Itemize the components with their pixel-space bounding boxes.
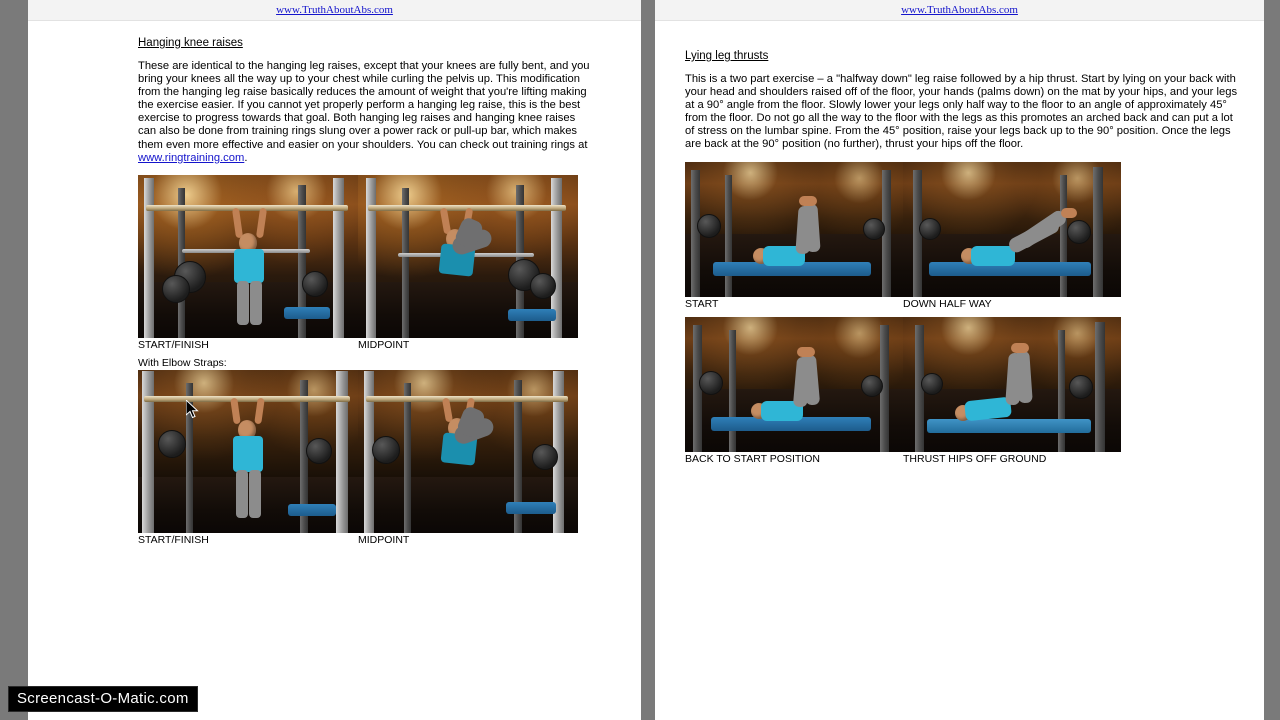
caption-midpoint-2: MIDPOINT	[358, 533, 410, 546]
caption-midpoint-1: MIDPOINT	[358, 338, 410, 351]
figure-row-2-right	[685, 317, 1240, 465]
ringtraining-link[interactable]: www.ringtraining.com	[138, 151, 245, 164]
figure-row-1-left	[138, 175, 591, 351]
body-paragraph-right: This is a two part exercise – a "halfway down" leg raise followed by a hip thrust. Start by lying on your back with your head and shoulders raised off of the floor, your hands (palms down) on the mat by your hips, and your legs at a 90° angle from the floor. Slowly lower your legs only half way to the floor to an angle of approximately 45° from the floor. Do not go all the way to the floor with the legs as this promotes an arched back and can put a lot of stress on the lumbar spine. From the 45° position, raise your legs back up to the 90° position. Once the legs are back at the 90° position (no further), thrust your hips off the floor.	[685, 73, 1238, 151]
paragraph-text-part-1: These are identical to the hanging leg raises, except that your knees are fully bent, and you bring your knees all the way up to your chest while curling the pelvis up. This modification from the hanging leg raise basically reduces the amount of weight that you're lifting making the exercise easier. If you cannot yet properly perform a hanging leg raise, this is the best exercise to progress towards that goal. Both hanging leg raises and hanging knee raises can also be done from training rings slung over a power rack or pull-up bar, which makes them even more effective and easier on your shoulders. You can check out training rings at	[138, 60, 590, 151]
figure-thrust-hips	[903, 317, 1121, 465]
caption-thrust-hips: THRUST HIPS OFF GROUND	[903, 452, 1047, 465]
figure-start	[685, 162, 903, 310]
figure-midpoint-2	[358, 370, 578, 546]
paragraph-text-part-3: .	[244, 151, 248, 164]
figure-back-to-start	[685, 317, 903, 465]
photo-leg-thrust-half-down	[903, 162, 1121, 297]
caption-start-finish-1: START/FINISH	[138, 338, 209, 351]
figure-row-1-right	[685, 162, 1240, 310]
photo-hanging-knee-raise-start	[138, 175, 358, 338]
page-separator	[641, 0, 655, 720]
subhead-elbow-straps: With Elbow Straps:	[138, 356, 227, 369]
page-body-right	[655, 21, 1264, 465]
caption-down-half-way: DOWN HALF WAY	[903, 297, 992, 310]
photo-elbow-straps-start	[138, 370, 358, 533]
photo-hanging-knee-raise-midpoint	[358, 175, 578, 338]
page-body-left	[28, 21, 641, 546]
page-header-right	[655, 0, 1264, 21]
page-title: Hanging knee raises	[138, 37, 243, 49]
document-page-right	[655, 0, 1264, 720]
caption-back-to-start: BACK TO START POSITION	[685, 452, 820, 465]
figure-row-2-left	[138, 370, 591, 546]
photo-back-to-start-position	[685, 317, 903, 452]
photo-thrust-hips-off-ground	[903, 317, 1121, 452]
figure-midpoint-1	[358, 175, 578, 351]
photo-elbow-straps-midpoint	[358, 370, 578, 533]
figure-start-finish-2	[138, 370, 358, 546]
page-header-left	[28, 0, 641, 21]
photo-leg-thrust-start	[685, 162, 903, 297]
caption-start-finish-2: START/FINISH	[138, 533, 209, 546]
site-link-right[interactable]: www.TruthAboutAbs.com	[901, 4, 1018, 16]
caption-start: START	[685, 297, 719, 310]
body-paragraph-left	[138, 60, 591, 165]
site-link-left[interactable]: www.TruthAboutAbs.com	[276, 4, 393, 16]
viewer-left-gutter	[0, 0, 28, 720]
figure-down-half-way	[903, 162, 1121, 310]
figure-start-finish-1	[138, 175, 358, 351]
page-title-right: Lying leg thrusts	[685, 50, 769, 62]
document-page-left	[28, 0, 641, 720]
screencast-watermark: Screencast-O-Matic.com	[8, 686, 198, 712]
viewer-right-gutter	[1264, 0, 1280, 720]
